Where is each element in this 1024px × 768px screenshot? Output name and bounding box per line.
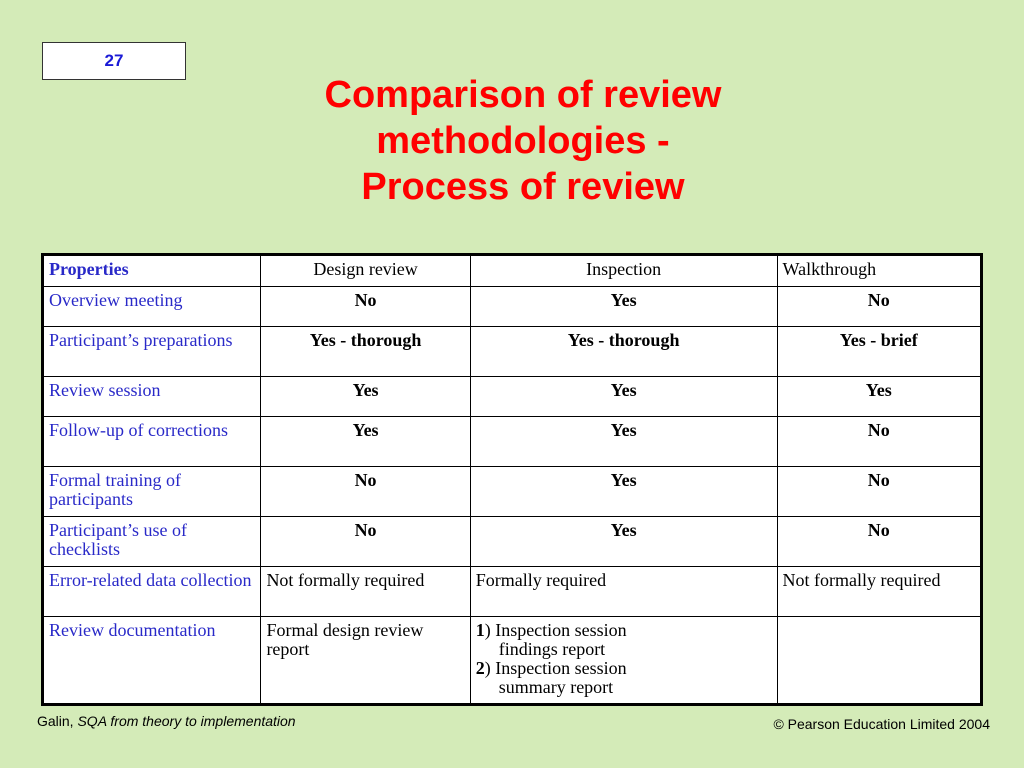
header-inspection: Inspection <box>470 255 777 287</box>
doc-item-1-number: 1 <box>475 620 485 640</box>
design-cell: No <box>261 517 470 567</box>
header-design-review: Design review <box>261 255 470 287</box>
title-line-1: Comparison of review <box>324 74 722 116</box>
design-cell: Formal design review report <box>261 617 470 705</box>
property-cell: Review documentation <box>43 617 261 705</box>
footer-copyright: © Pearson Education Limited 2004 <box>773 716 990 732</box>
table-row <box>43 327 982 377</box>
property-cell: Formal training of participants <box>43 467 261 517</box>
inspection-cell <box>470 617 777 705</box>
design-cell: Yes - thorough <box>261 327 470 377</box>
walkthrough-cell <box>777 617 981 705</box>
design-cell: No <box>261 287 470 327</box>
design-cell: No <box>261 467 470 517</box>
review-comparison-table <box>41 253 983 706</box>
title-line-3: Process of review <box>361 166 685 208</box>
property-cell: Review session <box>43 377 261 417</box>
walkthrough-cell: Yes - brief <box>777 327 981 377</box>
inspection-cell: Yes <box>470 417 777 467</box>
slide-title <box>258 72 788 210</box>
property-cell: Overview meeting <box>43 287 261 327</box>
header-properties: Properties <box>43 255 261 287</box>
property-cell: Participant’s use of checklists <box>43 517 261 567</box>
walkthrough-cell: Not formally required <box>777 567 981 617</box>
table-row <box>43 377 982 417</box>
footer-author: Galin, <box>37 713 78 729</box>
doc-item-1-continuation: findings report <box>498 639 606 659</box>
walkthrough-cell: Yes <box>777 377 981 417</box>
design-cell: Yes <box>261 417 470 467</box>
doc-item-2-number: 2 <box>475 658 485 678</box>
walkthrough-cell: No <box>777 287 981 327</box>
walkthrough-cell: No <box>777 417 981 467</box>
property-cell: Follow-up of corrections <box>43 417 261 467</box>
table-row <box>43 417 982 467</box>
slide-number: 27 <box>42 42 186 80</box>
inspection-cell: Yes <box>470 287 777 327</box>
inspection-cell: Yes - thorough <box>470 327 777 377</box>
inspection-cell: Yes <box>470 377 777 417</box>
inspection-cell: Formally required <box>470 567 777 617</box>
footer-citation <box>37 713 296 729</box>
walkthrough-cell: No <box>777 517 981 567</box>
table-row <box>43 517 982 567</box>
table-row <box>43 567 982 617</box>
table-row <box>43 467 982 517</box>
title-line-2: methodologies - <box>376 120 670 162</box>
design-cell: Yes <box>261 377 470 417</box>
inspection-cell: Yes <box>470 467 777 517</box>
header-walkthrough: Walkthrough <box>777 255 981 287</box>
walkthrough-cell: No <box>777 467 981 517</box>
design-cell: Not formally required <box>261 567 470 617</box>
table-header-row <box>43 255 982 287</box>
footer-book-title: SQA from theory to implementation <box>77 713 296 729</box>
doc-item-2 <box>476 659 772 678</box>
doc-item-1 <box>476 621 772 640</box>
doc-item-2-text: ) Inspection session <box>484 658 627 678</box>
doc-item-2-continuation: summary report <box>498 677 614 697</box>
inspection-cell: Yes <box>470 517 777 567</box>
property-cell: Participant’s preparations <box>43 327 261 377</box>
table-row <box>43 617 982 705</box>
table-row <box>43 287 982 327</box>
property-cell: Error-related data collection <box>43 567 261 617</box>
doc-item-1-text: ) Inspection session <box>484 620 627 640</box>
